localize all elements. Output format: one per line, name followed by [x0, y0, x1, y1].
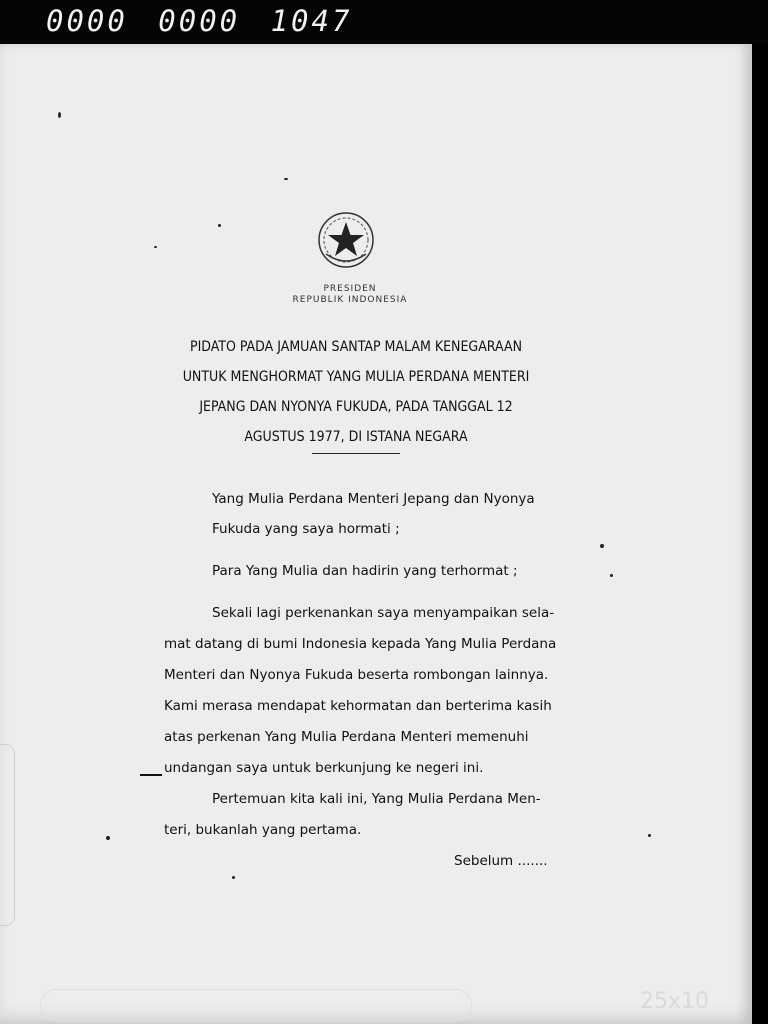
margin-mark	[140, 774, 162, 776]
page-fold-mark	[0, 744, 15, 926]
scan-smudge	[40, 989, 472, 1021]
dust-speck	[232, 876, 235, 879]
greeting-line: Para Yang Mulia dan hadirin yang terhormat ;	[212, 563, 518, 579]
dust-speck	[600, 544, 604, 548]
speech-title	[150, 332, 562, 452]
letterhead-line1: PRESIDEN	[323, 284, 377, 294]
film-edge	[752, 44, 768, 1024]
dust-speck	[154, 246, 157, 248]
presidential-seal-icon	[316, 210, 376, 270]
dust-speck	[648, 834, 651, 837]
paragraph-line: teri, bukanlah yang pertama.	[164, 822, 362, 838]
title-line: AGUSTUS 1977, DI ISTANA NEGARA	[244, 429, 468, 445]
title-underline	[312, 453, 400, 454]
paragraph-line: Menteri dan Nyonya Fukuda beserta rombongan lainnya.	[164, 667, 549, 683]
continuation-text: Sebelum .......	[454, 853, 548, 869]
salutation-line: Yang Mulia Perdana Menteri Jepang dan Nyonya	[212, 491, 535, 507]
salutation-line: Fukuda yang saya hormati ;	[212, 521, 400, 537]
paragraph-line: Sekali lagi perkenankan saya menyampaikan sela-	[212, 605, 555, 621]
dust-speck	[58, 112, 61, 118]
dust-speck	[106, 836, 110, 840]
corner-mark: 25x10	[640, 989, 710, 1014]
dust-speck	[610, 574, 613, 577]
title-line: JEPANG DAN NYONYA FUKUDA, PADA TANGGAL 12	[199, 399, 513, 415]
paragraph-line: undangan saya untuk berkunjung ke negeri ini.	[164, 760, 484, 776]
dust-speck	[284, 178, 288, 180]
paragraph-line: Kami merasa mendapat kehormatan dan berterima kasih	[164, 698, 552, 714]
paragraph-line: Pertemuan kita kali ini, Yang Mulia Perdana Men-	[212, 791, 541, 807]
film-frame-code: 0000 0000 1047	[46, 4, 353, 38]
paragraph-line: mat datang di bumi Indonesia kepada Yang Mulia Perdana	[164, 636, 557, 652]
paragraph-line: atas perkenan Yang Mulia Perdana Menteri memenuhi	[164, 729, 529, 745]
letterhead-line2: REPUBLIK INDONESIA	[292, 295, 408, 305]
title-line: UNTUK MENGHORMAT YANG MULIA PERDANA MENTERI	[182, 369, 530, 385]
film-strip-header	[0, 0, 768, 44]
dust-speck	[218, 224, 221, 227]
document-page	[0, 44, 752, 1024]
title-line: PIDATO PADA JAMUAN SANTAP MALAM KENEGARAAN	[189, 339, 523, 355]
